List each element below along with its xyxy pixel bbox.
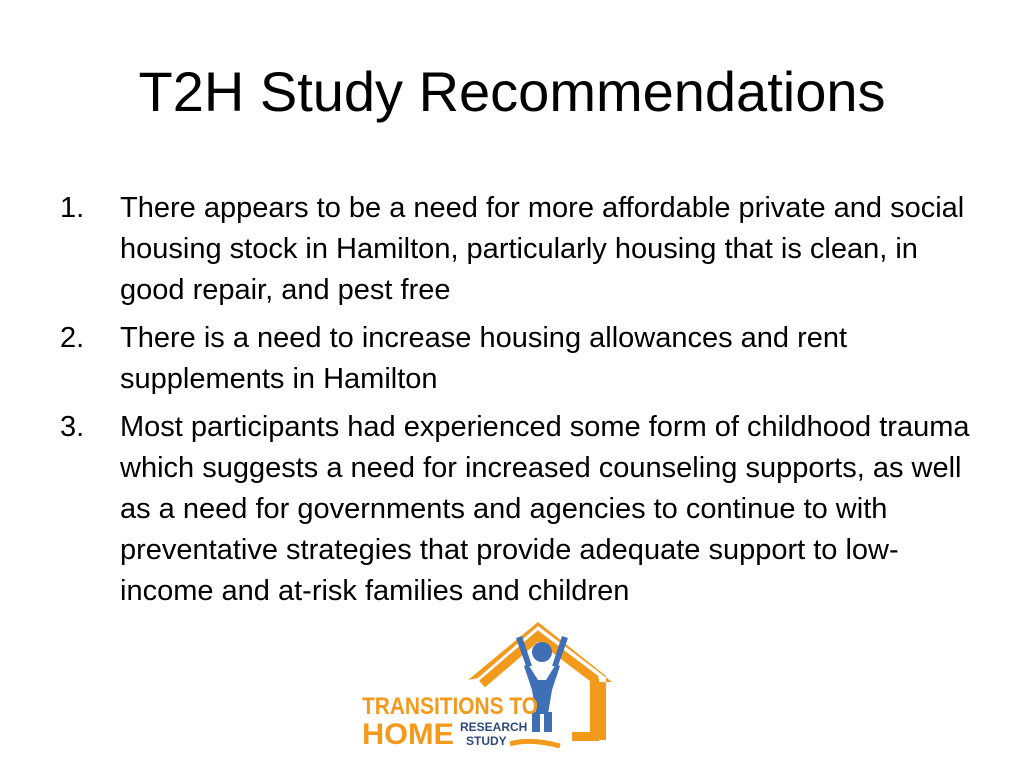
list-item [60, 188, 980, 311]
slide-title: T2H Study Recommendations [138, 60, 886, 123]
logo-line3: RESEARCH [460, 720, 528, 734]
list-item [60, 407, 980, 612]
logo-line1: TRANSITIONS TO [362, 693, 538, 720]
list-item-text: Most participants had experienced some form of childhood trauma which suggests a need for increased counseling supports, as well as a need for governments and agencies to continue to with preventative strategies that provide adequate support to low-income and at-risk families and children [120, 411, 970, 607]
list-item-number: 1. [60, 192, 85, 224]
house-floor-icon [572, 732, 599, 741]
logo-line4: STUDY [466, 734, 507, 748]
recommendations-list [60, 188, 980, 619]
house-wall-icon [590, 678, 599, 740]
transitions-to-home-logo [360, 618, 620, 758]
list-item [60, 318, 980, 400]
logo-line2: HOME [362, 718, 454, 751]
logo-graphic [360, 618, 620, 758]
list-item-text: There appears to be a need for more affordable private and social housing stock in Hamilton, particularly housing that is clean, in good repair, and pest free [120, 192, 965, 306]
list-item-text: There is a need to increase housing allowances and rent supplements in Hamilton [120, 322, 848, 395]
path-swoosh-icon [510, 741, 560, 746]
list-item-number: 2. [60, 322, 85, 354]
list-item-number: 3. [60, 411, 85, 443]
